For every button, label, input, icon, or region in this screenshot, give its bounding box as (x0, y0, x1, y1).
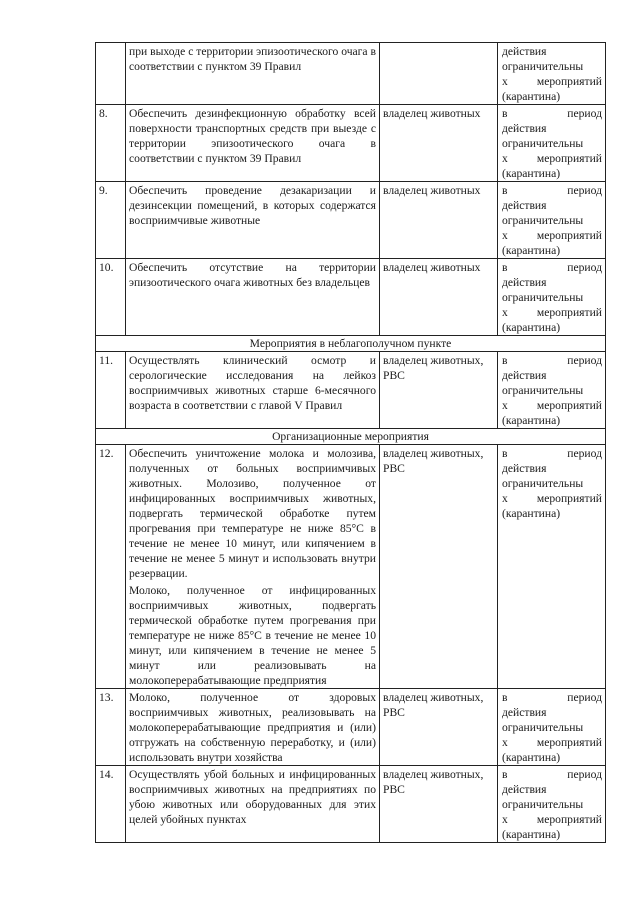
term-line: х мероприятий (502, 75, 602, 88)
table-row (96, 259, 606, 336)
action-cell (126, 182, 380, 259)
term-line: в период (502, 691, 602, 704)
term-line: (карантина) (502, 507, 561, 520)
term-line: (карантина) (502, 167, 561, 180)
action-text: Обеспечить дезинфекционную обработку всей поверхности транспортных средств при выезде с территории эпизоотического очага в соответствии с пунктом 39 Правил (129, 107, 376, 165)
term-line: действия (502, 462, 547, 475)
action-text-continued: Молоко, полученное от инфицированных восприимчивых животных, подвергать термической обработке путем прогревания при температуре не ниже 85°С в течение не менее 10 минут, или кипячением в течение не менее 5 минут или реализовывать на молокоперерабатывающие предприятия (129, 584, 376, 687)
term-line: в период (502, 184, 602, 197)
term-cell (498, 105, 606, 182)
row-number: 9. (96, 182, 126, 259)
row-number: 14. (96, 766, 126, 843)
term-line: (карантина) (502, 321, 561, 334)
action-text: Осуществлять убой больных и инфицированных восприимчивых животных на предприятиях по убою животных или оборудованных для этих целей убойных пунктах (129, 768, 376, 826)
row-number: 8. (96, 105, 126, 182)
measures-table-body (96, 43, 606, 843)
term-line: действия (502, 122, 547, 135)
term-line: действия (502, 369, 547, 382)
row-number (96, 43, 126, 105)
term-line: в период (502, 107, 602, 120)
table-row (96, 182, 606, 259)
row-number: 11. (96, 352, 126, 429)
term-line: ограничительны (502, 60, 584, 73)
action-text: Обеспечить уничтожение молока и молозива, полученных от больных восприимчивых животных. Молозиво, полученное от инфицированных восприимчивых животных, подвергать термической обработке путем прогревания при температуре не ниже 85°С в течение не менее 10 минут, или кипячением в течение не менее 5 минут и использовать внутри резервации. (129, 447, 376, 580)
responsible-cell: владелец животных (380, 105, 498, 182)
table-row (96, 43, 606, 105)
section-row-unfavourable-point (96, 336, 606, 352)
term-line: действия (502, 45, 547, 58)
term-line: действия (502, 199, 547, 212)
action-text: Молоко, полученное от здоровых восприимчивых животных, реализовывать на молокоперерабатывающие предприятия и (или) отгружать на собственную переработку, и (или) использовать внутри хозяйства (129, 691, 376, 764)
term-cell (498, 352, 606, 429)
term-line: х мероприятий (502, 813, 602, 826)
term-line: х мероприятий (502, 229, 602, 242)
responsible-cell: владелец животных, РВС (380, 352, 498, 429)
term-line: х мероприятий (502, 736, 602, 749)
responsible-cell: владелец животных, РВС (380, 766, 498, 843)
action-cell (126, 43, 380, 105)
action-cell (126, 259, 380, 336)
action-text: Осуществлять клинический осмотр и серологические исследования на лейкоз восприимчивых животных старше 6-месячного возраста в соответствии с главой V Правил (129, 354, 376, 412)
action-text: при выходе с территории эпизоотического очага в соответствии с пунктом 39 Правил (129, 45, 376, 73)
term-line: х мероприятий (502, 306, 602, 319)
term-cell (498, 445, 606, 689)
action-text: Обеспечить отсутствие на территории эпизоотического очага животных без владельцев (129, 261, 376, 289)
term-line: ограничительны (502, 291, 584, 304)
term-line: х мероприятий (502, 399, 602, 412)
term-line: ограничительны (502, 477, 584, 490)
term-line: ограничительны (502, 384, 584, 397)
responsible-cell (380, 43, 498, 105)
term-line: х мероприятий (502, 492, 602, 505)
term-line: в период (502, 447, 602, 460)
term-line: ограничительны (502, 137, 584, 150)
table-row (96, 445, 606, 689)
action-cell (126, 105, 380, 182)
term-line: (карантина) (502, 751, 561, 764)
action-cell (126, 445, 380, 689)
table-row (96, 689, 606, 766)
term-line: х мероприятий (502, 152, 602, 165)
term-cell (498, 766, 606, 843)
term-line: (карантина) (502, 244, 561, 257)
term-line: ограничительны (502, 798, 584, 811)
term-cell (498, 43, 606, 105)
term-line: в период (502, 768, 602, 781)
table-row (96, 105, 606, 182)
action-cell (126, 352, 380, 429)
term-line: действия (502, 783, 547, 796)
row-number: 10. (96, 259, 126, 336)
term-cell (498, 689, 606, 766)
term-line: ограничительны (502, 214, 584, 227)
term-line: ограничительны (502, 721, 584, 734)
term-line: действия (502, 276, 547, 289)
measures-table (95, 42, 606, 843)
section-heading: Мероприятия в неблагополучном пункте (96, 336, 606, 352)
action-cell (126, 766, 380, 843)
section-row-organizational (96, 429, 606, 445)
document-page (95, 42, 605, 843)
action-cell (126, 689, 380, 766)
responsible-cell: владелец животных, РВС (380, 689, 498, 766)
term-line: (карантина) (502, 828, 561, 841)
action-text: Обеспечить проведение дезакаризации и дезинсекции помещений, в которых содержатся восприимчивые животные (129, 184, 376, 227)
section-heading: Организационные мероприятия (96, 429, 606, 445)
responsible-cell: владелец животных, РВС (380, 445, 498, 689)
term-line: (карантина) (502, 414, 561, 427)
row-number: 13. (96, 689, 126, 766)
responsible-cell: владелец животных (380, 182, 498, 259)
term-line: действия (502, 706, 547, 719)
row-number: 12. (96, 445, 126, 689)
term-line: (карантина) (502, 90, 561, 103)
table-row (96, 766, 606, 843)
responsible-cell: владелец животных (380, 259, 498, 336)
term-cell (498, 259, 606, 336)
term-line: в период (502, 261, 602, 274)
table-row (96, 352, 606, 429)
term-line: в период (502, 354, 602, 367)
term-cell (498, 182, 606, 259)
